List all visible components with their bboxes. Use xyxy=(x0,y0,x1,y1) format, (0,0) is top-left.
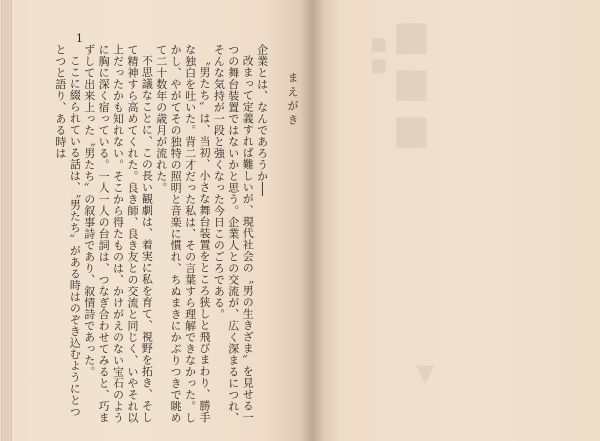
show-through-shadow: ■■ xyxy=(368,34,389,76)
show-through-shadow: ■■■ xyxy=(388,12,435,153)
paragraph: ここに綴られている話は、〝男たち〟がある時はのぞき込むようにとつとつと語り、ある時は xyxy=(53,44,82,418)
paragraph: 〝男たち〟は、当初、小さな舞台装置をところ狭しと飛びまわり、勝手な独白を吐いた。背二才だった私は、その言葉すら理解できなかった。しかし、やがてその独特の照明と音楽に慣れ、ちぬまきにかぶりつきで眺めて二十数年の歳月が流れた。 xyxy=(154,44,211,424)
vertical-text-block xyxy=(53,44,299,424)
paragraph: 不思議なことに、この長い観劇は、着実に私を育て、視野を拓き、そして精神すら高めてくれた。良き師、良き友との交流と同じく、いやそれ以上だったかも知れない。そこから得たものは、かけがえのない宝石のように胸に深く宿っている。一人一人の台詞は、つなぎ合わせてみると、巧まずして出来上った〝男たち〟の叙事詩であり、叙情詩であった。 xyxy=(82,44,154,424)
right-page-blank xyxy=(312,0,600,441)
chapter-title: まえがき xyxy=(286,72,299,128)
paragraph: 改まって定義すれば難しいが、現代社会の〝男の生きざま〟を見せる一つの舞台装置ではないかと思う。企業人との交流が、広く深まるにつれ、そんな気持が一段と強くなった今日このごろである。 xyxy=(212,44,255,424)
page-number: 1 xyxy=(76,32,83,45)
left-page xyxy=(12,0,312,441)
paragraph: 企業とは、なんであろうか── xyxy=(255,44,269,197)
show-through-mark: ▼ xyxy=(416,358,435,387)
book-gutter xyxy=(300,0,324,441)
